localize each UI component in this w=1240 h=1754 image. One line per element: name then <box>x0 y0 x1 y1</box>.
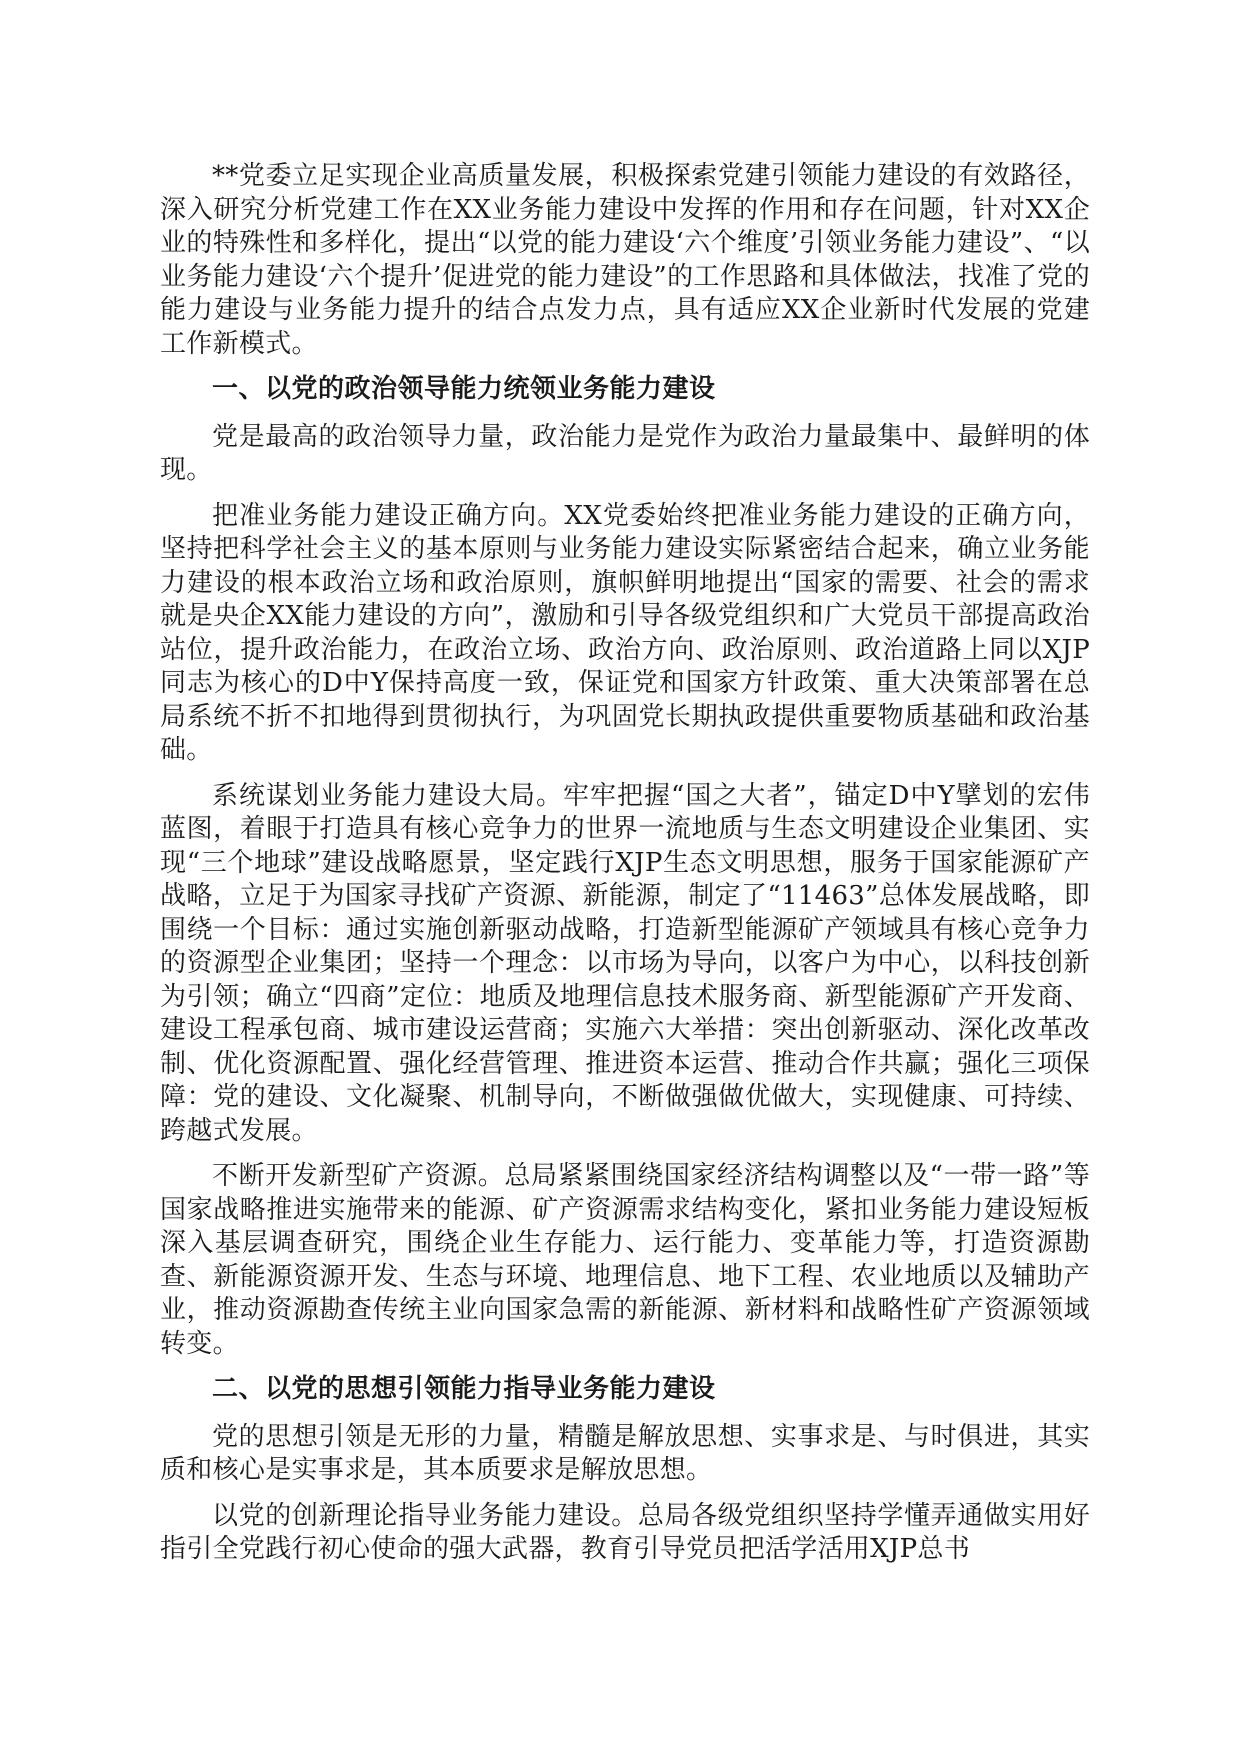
document-body <box>160 160 1090 1579</box>
section-heading-2: 二、以党的思想引领能力指导业务能力建设 <box>212 1374 716 1404</box>
intro-paragraph: **党委立足实现企业高质量发展，积极探索党建引领能力建设的有效路径，深入研究分析党建工作在XX业务能力建设中发挥的作用和存在问题，针对XX企业的特殊性和多样化，提出“以党的能力建设‘六个维度’引领业务能力建设”、“以业务能力建设‘六个提升’促进党的能力建设”的工作思路和具体做法，找准了党的能力建设与业务能力提升的结合点发力点，具有适应XX企业新时代发展的党建工作新模式。 <box>160 161 1090 359</box>
section-1-paragraph-direction: 把准业务能力建设正确方向。XX党委始终把准业务能力建设的正确方向，坚持把科学社会主义的基本原则与业务能力建设实际紧密结合起来，确立业务能力建设的根本政治立场和政治原则，旗帜鲜明地提出“国家的需要、社会的需求就是央企XX能力建设的方向”，激励和引导各级党组织和广大党员干部提高政治站位，提升政治能力，在政治立场、政治方向、政治原则、政治道路上同以XJP同志为核心的D中Y保持高度一致，保证党和国家方针政策、重大决策部署在总局系统不折不扣地得到贯彻执行，为巩固党长期执政提供重要物质基础和政治基础。 <box>160 500 1090 765</box>
section-heading-1: 一、以党的政治领导能力统领业务能力建设 <box>212 374 716 404</box>
section-1-paragraph-planning: 系统谋划业务能力建设大局。牢牢把握“国之大者”，锚定D中Y擘划的宏伟蓝图，着眼于打造具有核心竞争力的世界一流地质与生态文明建设企业集团、实现“三个地球”建设战略愿景，坚定践行XJP生态文明思想，服务于国家能源矿产战略，立足于为国家寻找矿产资源、新能源，制定了“11463”总体发展战略，即围绕一个目标：通过实施创新驱动战略，打造新型能源矿产领域具有核心竞争力的资源型企业集团；坚持一个理念：以市场为导向，以客户为中心，以科技创新为引领；确立“四商”定位：地质及地理信息技术服务商、新型能源矿产开发商、建设工程承包商、城市建设运营商；实施六大举措：突出创新驱动、深化改革改制、优化资源配置、强化经营管理、推进资本运营、推动合作共赢；强化三项保障：党的建设、文化凝聚、机制导向，不断做强做优做大，实现健康、可持续、跨越式发展。 <box>160 780 1090 1146</box>
section-2-lead-paragraph: 党的思想引领是无形的力量，精髓是解放思想、实事求是、与时俱进，其实质和核心是实事求是，其本质要求是解放思想。 <box>160 1421 1090 1485</box>
section-2-paragraph-theory: 以党的创新理论指导业务能力建设。总局各级党组织坚持学懂弄通做实用好指引全党践行初心使命的强大武器，教育引导党员把活学活用XJP总书 <box>160 1500 1090 1564</box>
section-1-paragraph-resources: 不断开发新型矿产资源。总局紧紧围绕国家经济结构调整以及“一带一路”等国家战略推进实施带来的能源、矿产资源需求结构变化，紧扣业务能力建设短板深入基层调查研究，围绕企业生存能力、运行能力、变革能力等，打造资源勘查、新能源资源开发、生态与环境、地理信息、地下工程、农业地质以及辅助产业，推动资源勘查传统主业向国家急需的新能源、新材料和战略性矿产资源领域转变。 <box>160 1161 1090 1359</box>
section-1-lead-paragraph: 党是最高的政治领导力量，政治能力是党作为政治力量最集中、最鲜明的体现。 <box>160 421 1090 485</box>
